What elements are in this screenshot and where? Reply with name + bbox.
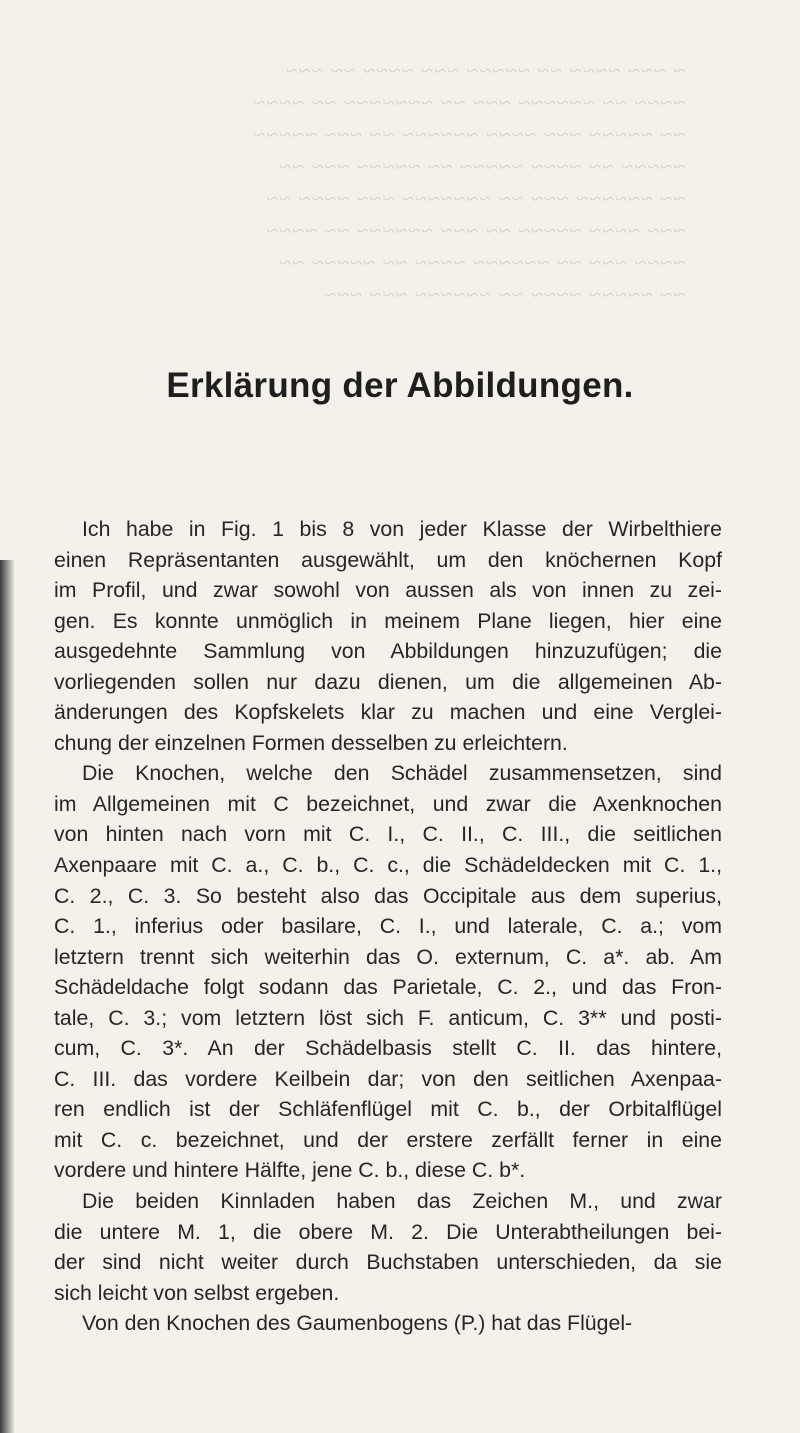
text-line: einen Repräsentanten ausgewählt, um den knöchernen Kopf <box>54 547 722 572</box>
paragraph <box>54 1186 722 1308</box>
text-line: tale, C. 3.; vom letztern löst sich F. anticum, C. 3** und posti- <box>54 1005 722 1030</box>
paragraph <box>54 1308 722 1339</box>
text-line: änderungen des Kopfskelets klar zu machen und eine Verglei- <box>54 700 722 725</box>
text-line: sich leicht von selbst ergeben. <box>54 1280 340 1305</box>
text-line: der sind nicht weiter durch Buchstaben unterschieden, da sie <box>54 1250 722 1275</box>
text-line: vorliegenden sollen nur dazu dienen, um die allgemeinen Ab- <box>54 669 722 694</box>
text-line: Schädeldache folgt sodann das Parietale, C. 2., und das Fron- <box>54 975 722 1000</box>
text-line: vordere und hintere Hälfte, jene C. b., diese C. b*. <box>54 1158 526 1183</box>
paragraph <box>54 514 722 758</box>
paragraph <box>54 758 722 1186</box>
text-line: von hinten nach vorn mit C. I., C. II., C. III., die seitlichen <box>54 822 722 847</box>
text-line: Axenpaare mit C. a., C. b., C. c., die Schädeldecken mit C. 1., <box>54 853 722 878</box>
text-line: im Allgemeinen mit C bezeichnet, und zwar die Axenknochen <box>54 791 722 816</box>
text-line: Ich habe in Fig. 1 bis 8 von jeder Klasse der Wirbelthiere <box>82 517 722 541</box>
page-binding-shadow <box>0 560 14 1433</box>
text-line: chung der einzelnen Formen desselben zu erleichtern. <box>54 730 568 755</box>
text-line: letztern trennt sich weiterhin das O. externum, C. a*. ab. Am <box>54 944 722 969</box>
text-line: ausgedehnte Sammlung von Abbildungen hinzuzufügen; die <box>54 639 722 664</box>
text-line: C. 2., C. 3. So besteht also das Occipitale aus dem superius, <box>54 883 722 908</box>
text-line: im Profil, und zwar sowohl von aussen als von innen zu zei- <box>54 578 722 603</box>
body-text <box>54 514 722 1339</box>
text-line: gen. Es konnte unmöglich in meinem Plane liegen, hier eine <box>54 608 722 633</box>
page-title: Erklärung der Abbildungen. <box>166 366 634 406</box>
text-line: ren endlich ist der Schläfenflügel mit C. b., der Orbitalflügel <box>54 1097 722 1122</box>
text-line: Die Knochen, welche den Schädel zusammensetzen, sind <box>82 761 722 786</box>
text-line: mit C. c. bezeichnet, und der erstere zerfällt ferner in eine <box>54 1127 722 1152</box>
bleed-through-texture: ~ ~~~ ~~~~ ~~ ~~~~~ ~~~ ~~~~ ~~ ~~~ ~~~~ ~~ ~~~~~~ ~~~ ~~ ~~~~~~~ ~~ ~~~~ ~~ ~~~~~ ~~~ ~~~~ ~~~~~~ ~~ ~~~ ~~~~~ ~~~~~ ~~ ~~~~ ~~~~~ ~~ ~~~~~ ~~~ ~~ ~~ ~~~~~~ ~~~ ~~ ~~~~~~~ ~~~ ~~~~ ~~ ~~~ ~~~~ ~~~~~ ~~ ~~~ ~~~~~~ ~~ ~~~~ ~~~~ ~~~ ~~ ~~~~~~ ~~~~ ~~ ~~~~~ ~~ ~~ ~~~~~ ~~~~ ~~ ~~~~~~ ~~~ ~~~ <box>252 58 685 307</box>
text-line: cum, C. 3*. An der Schädelbasis stellt C. II. das hintere, <box>54 1036 722 1061</box>
text-line: Die beiden Kinnladen haben das Zeichen M., und zwar <box>82 1189 722 1214</box>
text-line: C. III. das vordere Keilbein dar; von den seitlichen Axenpaa- <box>54 1066 722 1091</box>
text-line: Von den Knochen des Gaumenbogens (P.) hat das Flügel- <box>82 1311 633 1336</box>
text-line: C. 1., inferius oder basilare, C. I., und laterale, C. a.; vom <box>54 914 722 939</box>
text-line: die untere M. 1, die obere M. 2. Die Unterabtheilungen bei- <box>54 1219 722 1244</box>
